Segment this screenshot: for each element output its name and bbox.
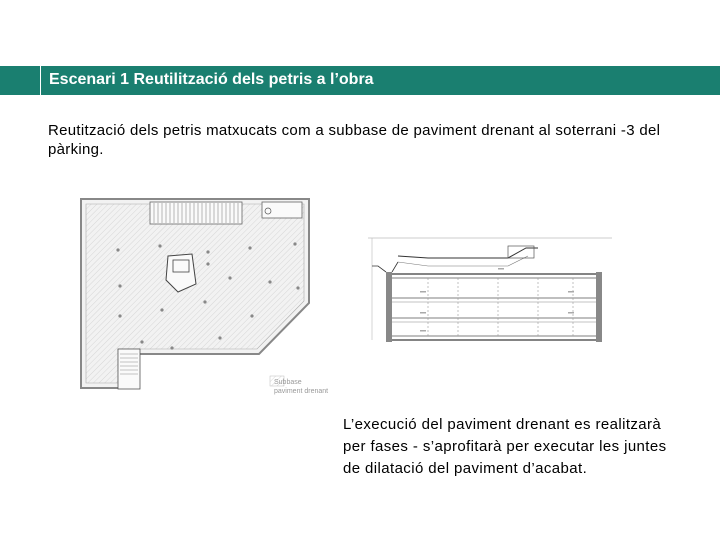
title-box [40, 66, 720, 95]
section-drawing [368, 236, 612, 348]
title-bar [0, 66, 720, 95]
plan-legend-note [274, 378, 328, 396]
slide-title: Escenari 1 Reutilització dels petris a l’obra [49, 71, 374, 88]
caption-text: L’execució del paviment drenant es realitzarà per fases - s’aprofitarà per executar les juntes de dilatació del paviment d’acabat. [343, 416, 667, 477]
plan-legend-line2: paviment drenant [274, 388, 329, 395]
intro-text: Reutització dels petris matxucats com a subbase de paviment drenant al soterrani -3 del pàrking. [48, 122, 661, 158]
plan-legend-line1: Subbase [274, 379, 302, 386]
floor-plan-drawing [80, 198, 335, 398]
